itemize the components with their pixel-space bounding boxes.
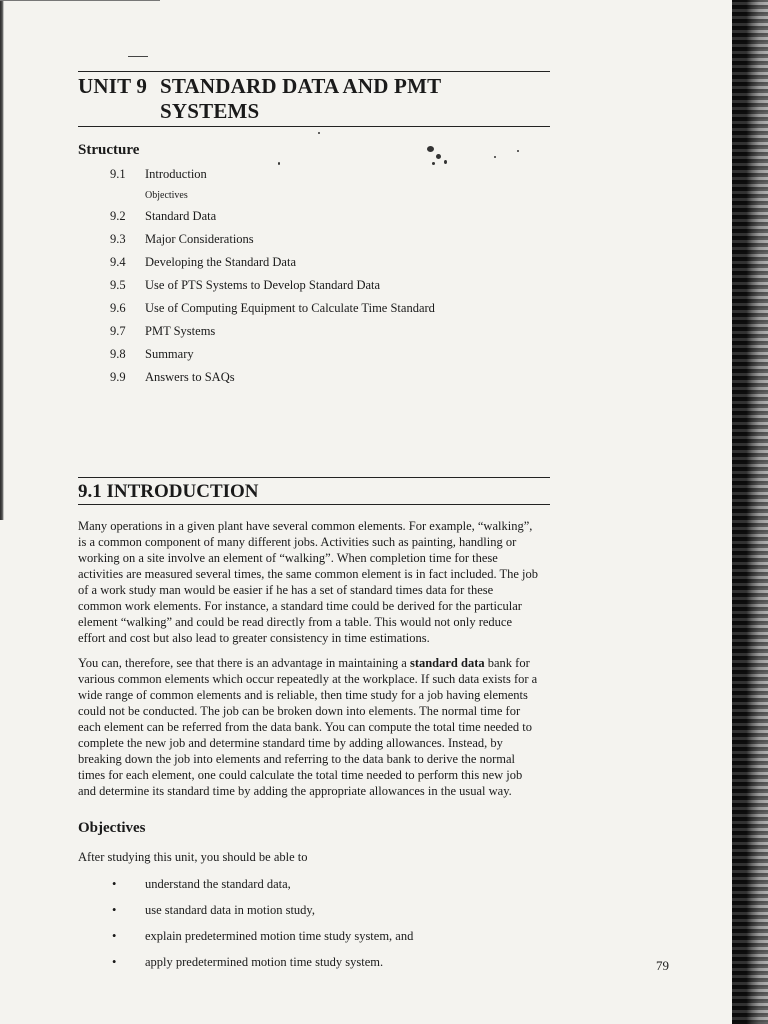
structure-heading: Structure	[78, 142, 140, 158]
toc-item-number: 9.9	[110, 370, 126, 384]
scan-top-rule	[0, 0, 160, 1]
scan-binding-edge	[732, 0, 768, 1024]
toc-item-number: 9.8	[110, 347, 126, 361]
scan-speck	[318, 132, 320, 134]
paragraph-1	[78, 518, 540, 646]
header-dash	[128, 56, 148, 57]
scan-speck	[494, 156, 496, 158]
toc-item-label: PMT Systems	[145, 324, 216, 338]
objective-text: explain predetermined motion time study system, and	[145, 929, 414, 943]
toc-item-label: Standard Data	[145, 209, 217, 223]
bullet-icon: •	[112, 903, 117, 917]
toc-item-number: 9.4	[110, 255, 126, 269]
toc-item-label: Major Considerations	[145, 232, 254, 246]
paragraph-1-text: Many operations in a given plant have several common elements. For example, “walking”, is a common component of many different jobs. Activities such as painting, handling or working on a site involve an element of “walking”. When completion time for these activities are measured several times, the same common element is in fact included. The job of a work study man would be easier if he has a set of standard times data for these common work elements. For instance, a standard time could be derived for the particular element “walking” and could be read directly from a table. This would not only reduce effort and cost but also lead to greater consistency in time estimations.	[78, 519, 539, 645]
toc-item-number: 9.7	[110, 324, 126, 338]
bullet-icon: •	[112, 877, 117, 891]
scan-speck	[444, 160, 447, 164]
scan-speck	[436, 154, 441, 159]
toc-item-label: Introduction	[145, 167, 207, 181]
section-top-rule	[78, 477, 550, 478]
scan-speck	[427, 146, 434, 152]
scan-left-edge	[0, 0, 4, 520]
objectives-intro: After studying this unit, you should be able to	[78, 850, 308, 864]
objective-text: apply predetermined motion time study system.	[145, 955, 384, 969]
unit-title-line-2: SYSTEMS	[160, 99, 260, 123]
scan-speck	[432, 162, 435, 165]
section-bottom-rule	[78, 504, 550, 505]
toc-item-number: 9.5	[110, 278, 126, 292]
toc-item-label: Summary	[145, 347, 194, 361]
objective-text: understand the standard data,	[145, 877, 291, 891]
paragraph-2-start: You can, therefore, see that there is an advantage in maintaining a	[78, 656, 410, 670]
bullet-icon: •	[112, 929, 117, 943]
page-number: 79	[656, 958, 669, 973]
unit-number: UNIT 9	[78, 74, 148, 98]
objective-text: use standard data in motion study,	[145, 903, 315, 917]
toc-item-label: Developing the Standard Data	[145, 255, 296, 269]
toc-item-number: 9.6	[110, 301, 126, 315]
paragraph-2-text	[78, 655, 540, 799]
paragraph-2	[78, 655, 540, 799]
paragraph-2-bold: standard data	[409, 656, 485, 670]
scan-speck	[517, 150, 519, 152]
toc-item-label: Answers to SAQs	[145, 370, 235, 384]
toc-item-number: 9.1	[110, 167, 126, 181]
toc-item-number: 9.3	[110, 232, 126, 246]
unit-title-top-rule	[78, 71, 550, 72]
unit-title-bottom-rule	[78, 126, 550, 127]
section-title: 9.1 INTRODUCTION	[78, 481, 259, 502]
toc-sub-item: Objectives	[145, 190, 188, 201]
toc-item-number: 9.2	[110, 209, 126, 223]
scan-speck	[278, 162, 280, 165]
paragraph-2-end: bank for various common elements which occur repeatedly at the workplace. If such data exists for a wide range of common elements and is reliable, then time study for a job having elements could not be conducted. The job can be broken down into elements. The normal time for each element can be referred from the data bank. You can compute the total time needed to complete the new job and determine standard time by adding allowances. Instead, by breaking down the job into elements and referring to the data bank to derive the normal times for each element, one could calculate the total time needed to perform this new job and determine its standard time by adding the appropriate allowances in the usual way.	[78, 656, 538, 798]
unit-title-line-1: STANDARD DATA AND PMT	[160, 74, 442, 98]
toc-item-label: Use of PTS Systems to Develop Standard Data	[145, 278, 381, 292]
objectives-heading: Objectives	[78, 820, 146, 836]
toc-item-label: Use of Computing Equipment to Calculate Time Standard	[145, 301, 435, 315]
bullet-icon: •	[112, 955, 117, 969]
